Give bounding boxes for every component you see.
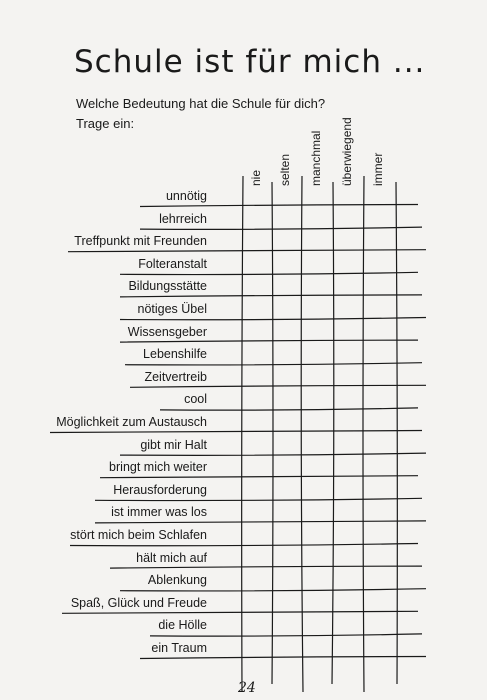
column-header-1: selten: [278, 153, 292, 186]
row-label: Bildungsstätte: [128, 279, 207, 294]
grid-column-line: [396, 182, 397, 684]
row-label: Treffpunkt mit Freunden: [74, 234, 207, 249]
row-label: lehrreich: [159, 211, 207, 226]
row-label: ein Traum: [151, 641, 207, 655]
grid-row-line: [62, 611, 418, 613]
grid-row-line: [68, 250, 426, 252]
row-label: Wissensgeber: [127, 324, 207, 339]
column-header-4: immer: [371, 152, 385, 186]
grid-column-line: [272, 182, 273, 684]
row-label: Spaß, Glück und Freude: [70, 595, 207, 610]
grid-row-line: [150, 634, 422, 636]
row-label: Zeitvertreib: [144, 369, 207, 384]
grid-row-line: [140, 227, 422, 229]
row-label: bringt mich weiter: [109, 460, 207, 475]
row-label: cool: [184, 392, 207, 407]
grid-row-line: [110, 566, 422, 568]
row-label: nötiges Übel: [137, 302, 207, 316]
grid-column-line: [363, 176, 364, 692]
row-label: Herausforderung: [113, 482, 207, 497]
column-header-3: überwiegend: [339, 117, 354, 186]
row-label: Lebenshilfe: [143, 347, 207, 362]
grid-column-line: [301, 176, 303, 692]
row-label: unnötig: [165, 189, 207, 203]
grid-row-line: [140, 657, 426, 659]
grid-row-line: [120, 272, 418, 274]
page-title: Schule ist für mich ...: [74, 44, 426, 80]
grid-row-line: [70, 544, 418, 546]
grid-row-line: [50, 431, 422, 433]
row-label: Möglichkeit zum Austausch: [56, 415, 207, 429]
grid-row-line: [120, 340, 418, 342]
grid-row-line: [100, 476, 418, 478]
row-label: die Hölle: [158, 618, 207, 633]
intro-instruction: Trage ein:: [76, 116, 135, 131]
row-label: Ablenkung: [147, 573, 207, 588]
grid-column-line: [332, 182, 334, 684]
column-header-0: nie: [248, 169, 263, 186]
row-label: hält mich auf: [136, 550, 207, 565]
grid-row-line: [160, 408, 418, 410]
grid-row-line: [120, 295, 422, 297]
page-number: 24: [238, 680, 256, 696]
intro-question: Welche Bedeutung hat die Schule für dich?: [76, 96, 326, 111]
grid-column-line: [242, 176, 243, 692]
row-label: ist immer was los: [111, 505, 207, 520]
grid-row-line: [130, 385, 426, 387]
column-header-2: manchmal: [308, 130, 323, 186]
row-label: gibt mir Halt: [140, 437, 207, 452]
grid-row-line: [95, 498, 422, 500]
row-label: stört mich beim Schlafen: [70, 528, 207, 542]
grid-row-line: [140, 205, 418, 207]
row-label: Folteranstalt: [138, 256, 207, 271]
grid-row-line: [95, 521, 426, 523]
